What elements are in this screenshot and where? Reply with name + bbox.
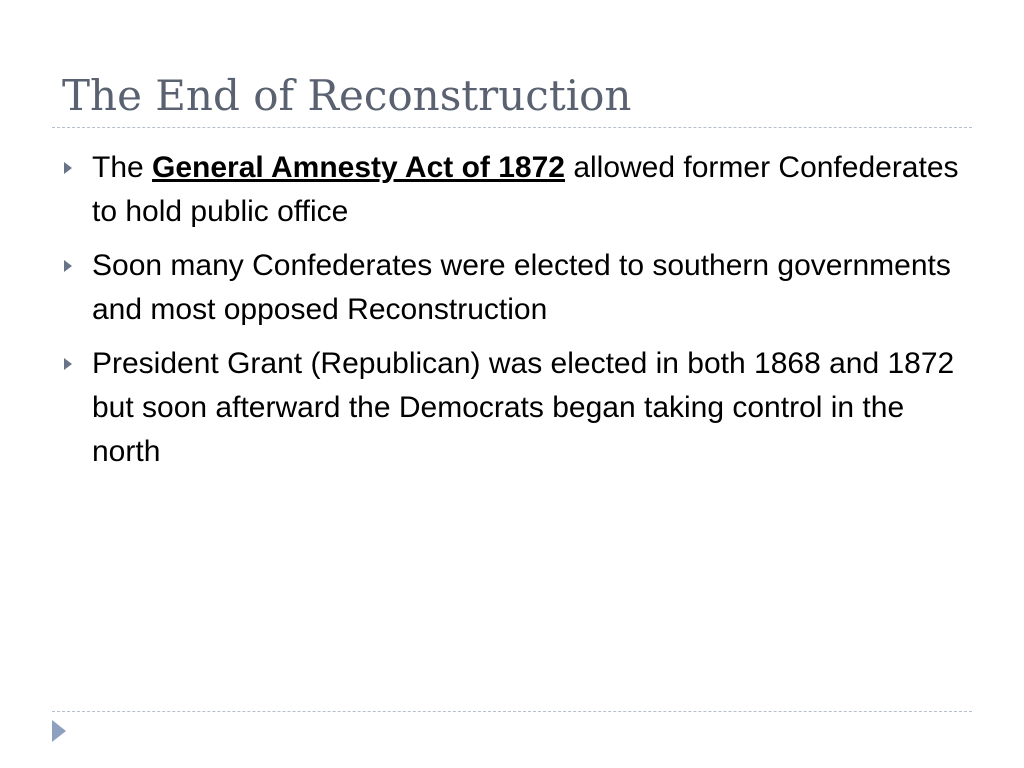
bullet-item-grant-democrats: [58, 342, 968, 474]
bullet-list: [58, 146, 968, 484]
triangle-right-icon: [64, 260, 72, 272]
slide-title: The End of Reconstruction: [62, 71, 632, 120]
amnesty-act-emphasis: General Amnesty Act of 1872: [152, 151, 565, 184]
bullet-text: Soon many Confederates were elected to southern governments and most opposed Reconstruction: [92, 249, 951, 326]
footer-divider: [52, 711, 972, 712]
bullet-item-southern-governments: [58, 244, 968, 332]
bullet-item-amnesty-act: [58, 146, 968, 234]
next-slide-arrow-icon[interactable]: [52, 720, 66, 742]
bullet-text-prefix: The: [92, 151, 153, 184]
bullet-text: President Grant (Republican) was elected in both 1868 and 1872 but soon afterward the Democrats began taking control in the north: [92, 347, 955, 468]
triangle-right-icon: [64, 162, 72, 174]
title-divider: [52, 127, 972, 128]
bullet-text-suffix: allowed former Confederates to hold public office: [92, 151, 959, 228]
triangle-right-icon: [64, 358, 72, 370]
